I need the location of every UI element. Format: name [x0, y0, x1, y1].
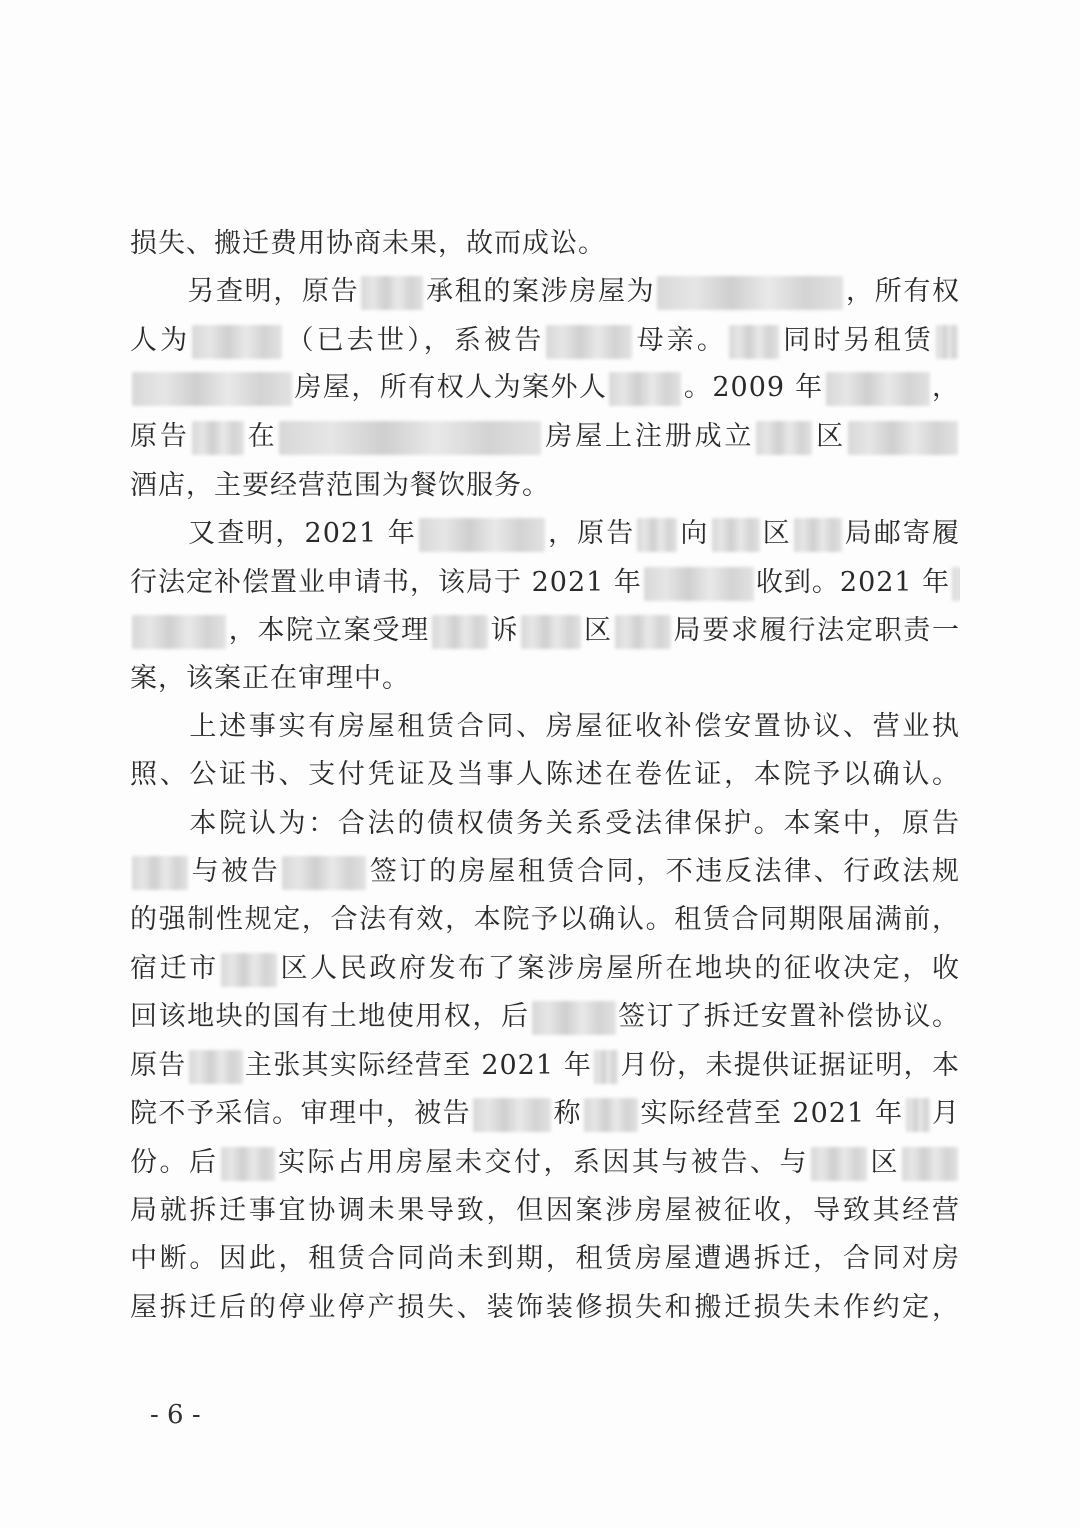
redacted-name [811, 1147, 867, 1181]
page-number: - 6 - [150, 1400, 201, 1430]
redacted-name [546, 325, 632, 359]
redacted-name [615, 615, 671, 649]
text-line: 原告 主张其实际经营至 2021 年 月份，未提供证据证明，本 [130, 1044, 960, 1088]
redacted-name [132, 856, 188, 890]
redacted-name [532, 1001, 616, 1035]
redacted-name [712, 518, 760, 552]
text-line: 份。后 实际占用房屋未交付，系因其与被告、与 区 [130, 1141, 960, 1185]
text-line: 原告 在 房屋上注册成立 区 [130, 415, 960, 459]
redacted-address [132, 372, 292, 406]
redacted-address [936, 325, 958, 359]
redacted-name [361, 276, 423, 310]
redacted-name [609, 372, 681, 406]
redacted-name [221, 1147, 275, 1181]
redacted-name [584, 1098, 638, 1132]
redacted-name [432, 615, 488, 649]
redacted-date [419, 518, 545, 552]
text-line: 宿迁市 区人民政府发布了案涉房屋所在地块的征收决定，收 [130, 947, 960, 991]
text-line: 房屋，所有权人为案外人 。2009 年 ， [130, 366, 960, 410]
text-line: 另查明，原告 承租的案涉房屋为 ，所有权 [130, 270, 960, 314]
redacted-name [521, 615, 581, 649]
redacted-name [794, 518, 842, 552]
text-line: 照、公证书、支付凭证及当事人陈述在卷佐证，本院予以确认。 [130, 759, 960, 790]
text-line: 损失、搬迁费用协商未果，故而成讼。 [130, 228, 606, 259]
text-line: 案，该案正在审理中。 [130, 663, 410, 694]
redacted-address [279, 421, 541, 455]
redacted-name [473, 1098, 551, 1132]
text-line: 局就拆迁事宜协调未果导致，但因案涉房屋被征收，导致其经营 [130, 1195, 960, 1226]
text-line: 屋拆迁后的停业停产损失、装饰装修损失和搬迁损失未作约定， [130, 1292, 960, 1323]
text-line: 行法定补偿置业申请书，该局于 2021 年 收到。2021 年 [130, 561, 960, 605]
redacted-date [132, 615, 226, 649]
redacted-address [657, 276, 843, 310]
text-line: 与被告 签订的房屋租赁合同，不违反法律、行政法规 [130, 850, 960, 894]
text-line: 院不予采信。审理中，被告 称 实际经营至 2021 年 月 [130, 1092, 960, 1136]
redacted-name [902, 1147, 958, 1181]
redacted-name [192, 325, 282, 359]
text-line: 回该地块的国有土地使用权，后 签订了拆迁安置补偿协议。 [130, 995, 960, 1039]
text-line: 本院认为：合法的债权债务关系受法律保护。本案中，原告 [130, 808, 960, 839]
redacted-name [282, 856, 366, 890]
text-line: 中断。因此，租赁合同尚未到期，租赁房屋遭遇拆迁，合同对房 [130, 1243, 960, 1274]
text-line: 人为 （已去世），系被告 母亲。 同时另租赁 [130, 319, 960, 363]
redacted-month [594, 1050, 618, 1084]
redacted-name [189, 1050, 243, 1084]
redacted-name [756, 421, 812, 455]
redacted-name [729, 325, 779, 359]
redacted-date [952, 567, 960, 601]
redacted-name [221, 953, 277, 987]
text-line: 又查明，2021 年 ，原告 向 区 局邮寄履 [130, 512, 960, 556]
redacted-month [906, 1098, 930, 1132]
redacted-date [826, 372, 930, 406]
redacted-name [848, 421, 958, 455]
text-line: 的强制性规定，合法有效，本院予以确认。租赁合同期限届满前， [130, 904, 960, 935]
redacted-name [192, 421, 244, 455]
text-line: ，本院立案受理 诉 区 局要求履行法定职责一 [130, 609, 960, 653]
redacted-date [644, 567, 754, 601]
redacted-name [637, 518, 677, 552]
text-line: 上述事实有房屋租赁合同、房屋征收补偿安置协议、营业执 [130, 711, 960, 742]
text-line: 酒店，主要经营范围为餐饮服务。 [130, 470, 550, 501]
